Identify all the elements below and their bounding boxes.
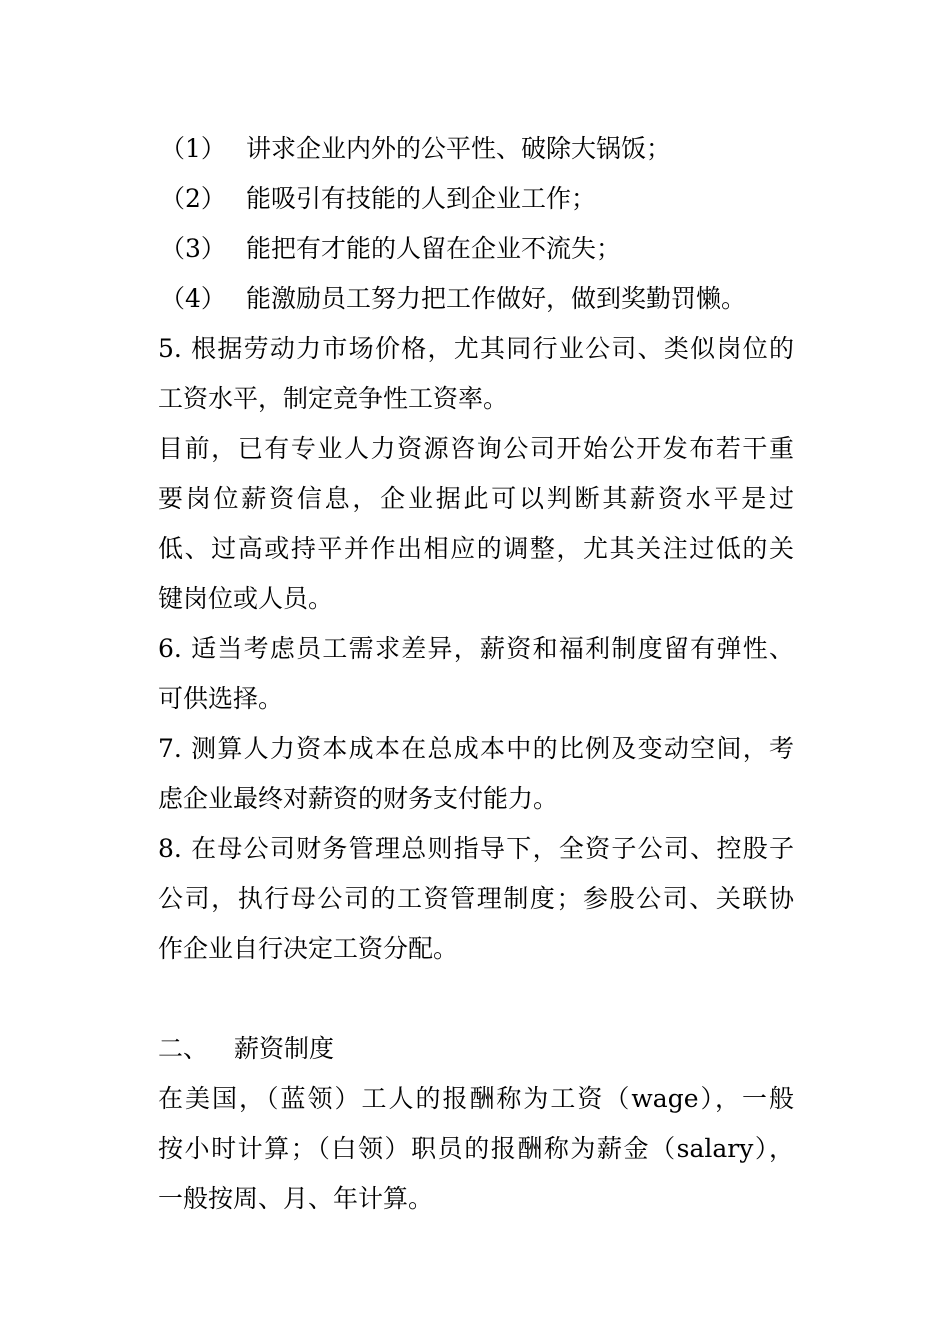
paragraph-line: 6. 适当考虑员工需求差异，薪资和福利制度留有弹性、	[158, 634, 794, 663]
list-text: 讲求企业内外的公平性、破除大锅饭；	[246, 134, 672, 163]
list-text: 能把有才能的人留在企业不流失；	[246, 234, 622, 263]
paragraph-line: 按小时计算；（白领）职员的报酬称为薪金（salary），	[158, 1134, 794, 1163]
list-item-1	[158, 124, 794, 174]
paragraph-line: 作企业自行决定工资分配。	[158, 934, 459, 963]
list-item-2	[158, 174, 794, 224]
paragraph-7	[158, 724, 794, 824]
paragraph-line: 目前，已有专业人力资源咨询公司开始公开发布若干重	[158, 434, 794, 463]
section-heading	[158, 1024, 794, 1074]
section-number: 二、	[158, 1034, 209, 1063]
paragraph-5	[158, 324, 794, 424]
list-item-3	[158, 224, 794, 274]
list-text: 能激励员工努力把工作做好，做到奖勤罚懒。	[246, 284, 747, 313]
paragraph-line: 要岗位薪资信息，企业据此可以判断其薪资水平是过	[158, 484, 794, 513]
list-number: （4）	[160, 284, 226, 313]
paragraph-6	[158, 624, 794, 724]
paragraph-line: 低、过高或持平并作出相应的调整，尤其关注过低的关	[158, 534, 794, 563]
list-number: （2）	[160, 184, 226, 213]
list-item-4	[158, 274, 794, 324]
paragraph-line: 虑企业最终对薪资的财务支付能力。	[158, 784, 559, 813]
paragraph-line: 7. 测算人力资本成本在总成本中的比例及变动空间，考	[158, 734, 794, 763]
paragraph-8	[158, 824, 794, 974]
paragraph-line: 一般按周、月、年计算。	[158, 1184, 434, 1213]
paragraph-line: 工资水平，制定竞争性工资率。	[158, 384, 509, 413]
paragraph-line: 5. 根据劳动力市场价格，尤其同行业公司、类似岗位的	[158, 334, 794, 363]
list-text: 能吸引有技能的人到企业工作；	[246, 184, 597, 213]
document-page	[158, 124, 794, 1224]
paragraph-9	[158, 1074, 794, 1224]
paragraph-line: 8. 在母公司财务管理总则指导下，全资子公司、控股子	[158, 834, 794, 863]
list-number: （1）	[160, 134, 226, 163]
paragraph-line: 公司，执行母公司的工资管理制度；参股公司、关联协	[158, 884, 794, 913]
section-title: 薪资制度	[234, 1034, 335, 1063]
paragraph-line: 键岗位或人员。	[158, 584, 334, 613]
list-number: （3）	[160, 234, 226, 263]
paragraph-5-detail	[158, 424, 794, 624]
blank-line	[158, 974, 794, 1024]
paragraph-line: 可供选择。	[158, 684, 284, 713]
paragraph-line: 在美国，（蓝领）工人的报酬称为工资（wage），一般	[158, 1084, 794, 1113]
